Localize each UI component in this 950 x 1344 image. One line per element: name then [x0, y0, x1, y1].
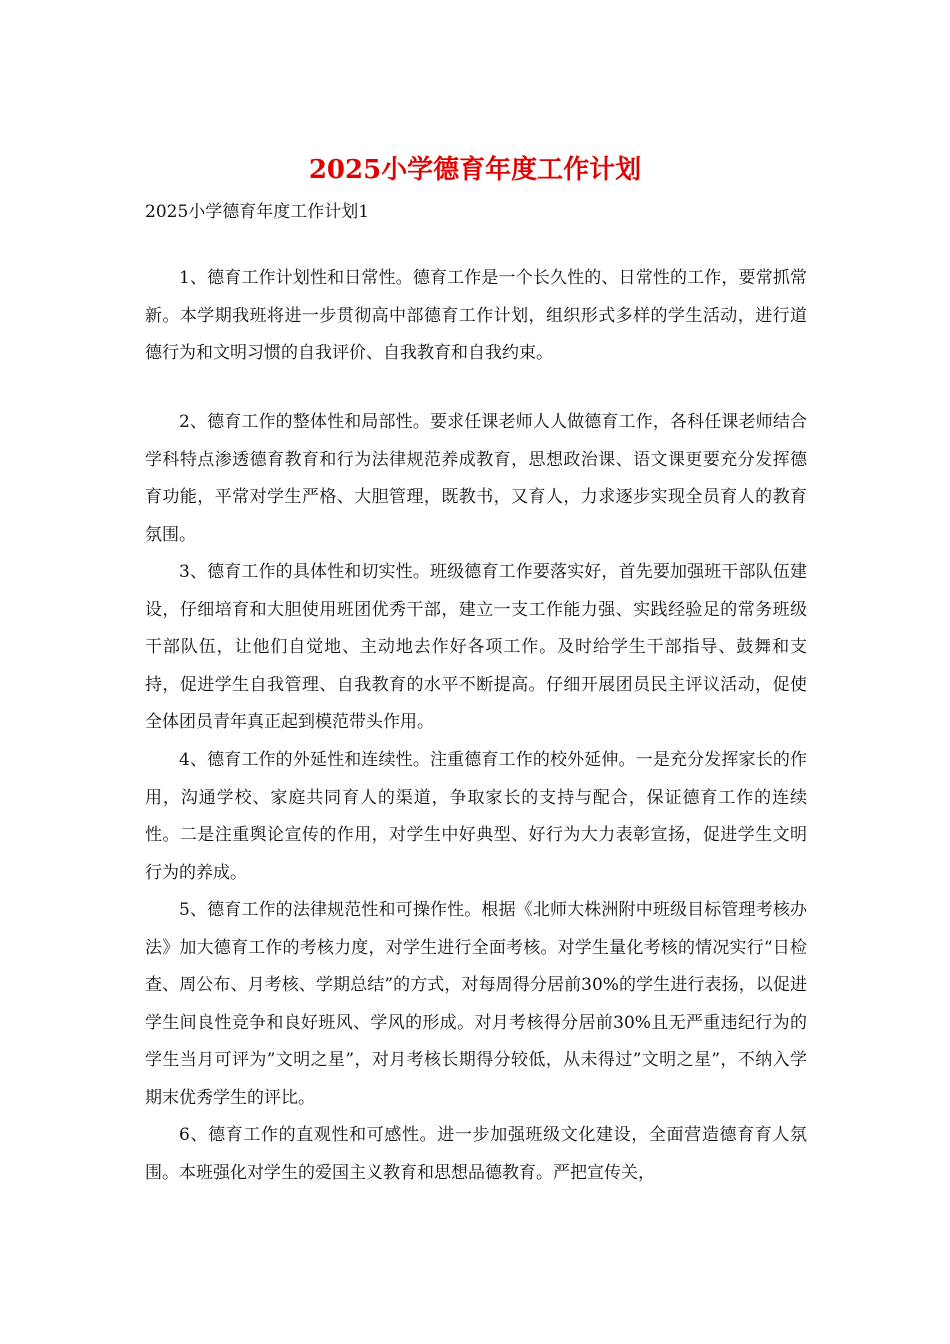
paragraph-6: 6、德育工作的直观性和可感性。进一步加强班级文化建设，全面营造德育育人氛围。本班强化对学生的爱国主义教育和思想品德教育。严把宣传关， [145, 1125, 807, 1183]
paragraph-5: 5、德育工作的法律规范性和可操作性。根据《北师大株洲附中班级目标管理考核办法》加大德育工作的考核力度，对学生进行全面考核。对学生量化考核的情况实行“日检查、周公布、月考核、学期总结”的方式，对每周得分居前30%的学生进行表扬，以促进学生间良性竞争和良好班风、学风的形成。对月考核得分居前30%且无严重违纪行为的学生当月可评为”文明之星”，对月考核长期得分较低，从未得过”文明之星”，不纳入学期末优秀学生的评比。 [145, 900, 807, 1108]
paragraph-4: 4、德育工作的外延性和连续性。注重德育工作的校外延伸。一是充分发挥家长的作用，沟通学校、家庭共同育人的渠道，争取家长的支持与配合，保证德育工作的连续性。二是注重舆论宣传的作用，对学生中好典型、好行为大力表彰宣扬，促进学生文明行为的养成。 [145, 750, 807, 883]
paragraph-2: 2、德育工作的整体性和局部性。要求任课老师人人做德育工作，各科任课老师结合学科特点渗透德育教育和行为法律规范养成教育，思想政治课、语文课更要充分发挥德育功能，平常对学生严格、大胆管理，既教书，又育人，力求逐步实现全员育人的教育氛围。 [145, 412, 807, 545]
paragraph-1: 1、德育工作计划性和日常性。德育工作是一个长久性的、日常性的工作，要常抓常新。本学期我班将进一步贯彻高中部德育工作计划，组织形式多样的学生活动，进行道德行为和文明习惯的自我评价、自我教育和自我约束。 [145, 268, 807, 363]
document-subtitle: 2025小学德育年度工作计划1 [145, 202, 370, 222]
document-title: 2025小学德育年度工作计划 [308, 155, 642, 185]
paragraph-3: 3、德育工作的具体性和切实性。班级德育工作要落实好，首先要加强班干部队伍建设，仔细培育和大胆使用班团优秀干部，建立一支工作能力强、实践经验足的常务班级干部队伍，让他们自觉地、主动地去作好各项工作。及时给学生干部指导、鼓舞和支持，促进学生自我管理、自我教育的水平不断提高。仔细开展团员民主评议活动，促使全体团员青年真正起到模范带头作用。 [145, 562, 807, 732]
